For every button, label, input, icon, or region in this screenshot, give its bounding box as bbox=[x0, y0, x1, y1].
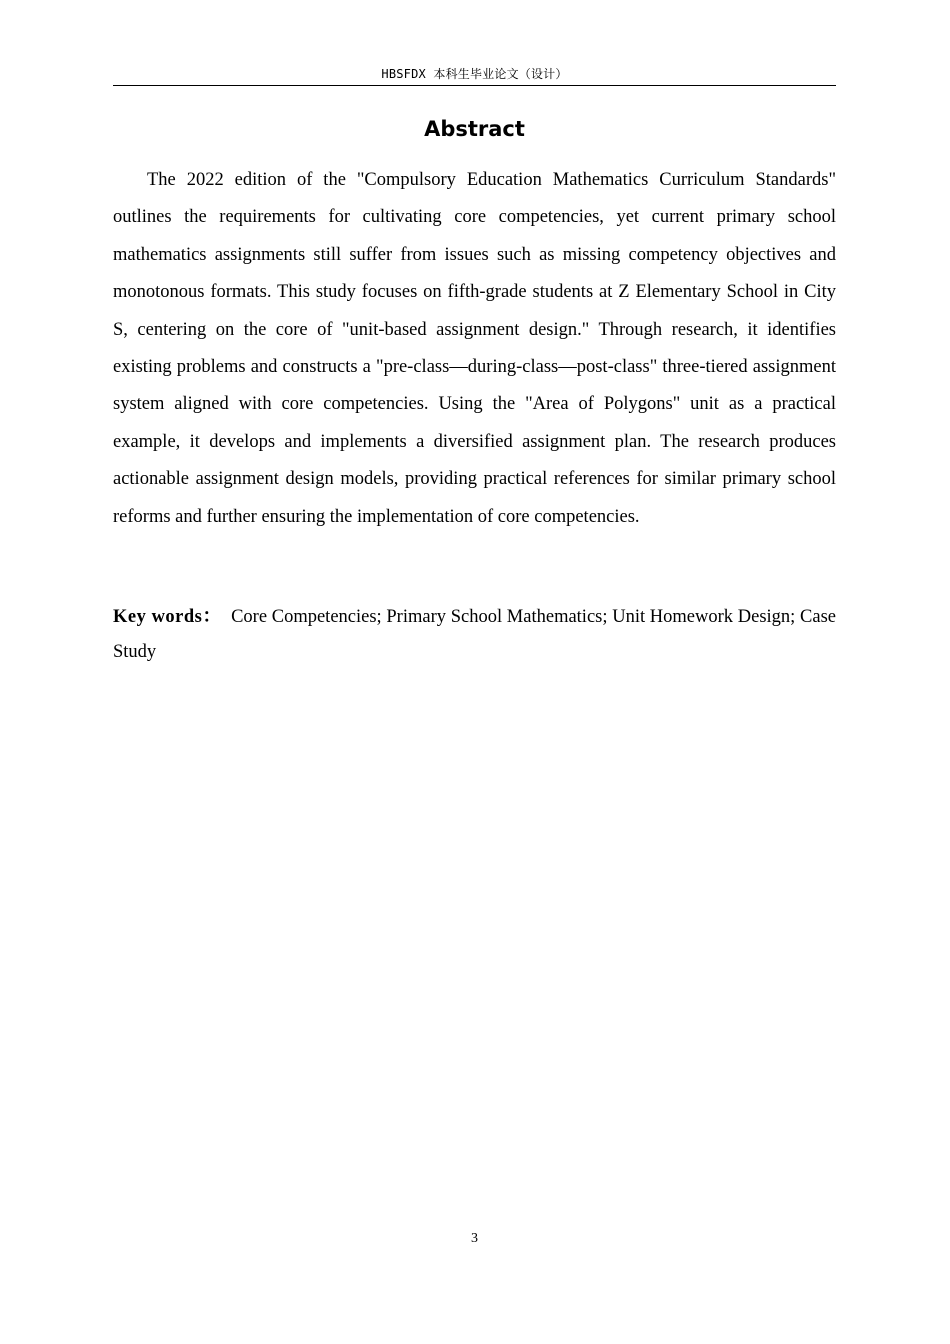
keywords-paragraph bbox=[113, 600, 836, 670]
abstract-title: Abstract bbox=[424, 117, 525, 141]
page-number: 3 bbox=[471, 1231, 478, 1246]
keywords-label: Key words bbox=[113, 607, 203, 627]
header-rule bbox=[113, 85, 836, 86]
running-header: HBSFDX 本科生毕业论文（设计） bbox=[381, 67, 568, 81]
keywords-separator: ： bbox=[202, 607, 222, 627]
abstract-body: The 2022 edition of the "Compulsory Education Mathematics Curriculum Standards" outlines the requirements for cultivating core competencies, yet current primary school mathematics assignments still suffer from issues such as missing competency objectives and monotonous formats. This study focuses on fifth-grade students at Z Elementary School in City S, centering on the core of "unit-based assignment design." Through research, it identifies existing problems and constructs a "pre-class—during-class—post-class" three-tiered assignment system aligned with core competencies. Using the "Area of Polygons" unit as a practical example, it develops and implements a diversified assignment plan. The research produces actionable assignment design models, providing practical references for similar primary school reforms and further ensuring the implementation of core competencies. bbox=[113, 170, 836, 527]
keywords-text: Core Competencies; Primary School Mathematics; Unit Homework Design; Case Study bbox=[113, 607, 836, 662]
